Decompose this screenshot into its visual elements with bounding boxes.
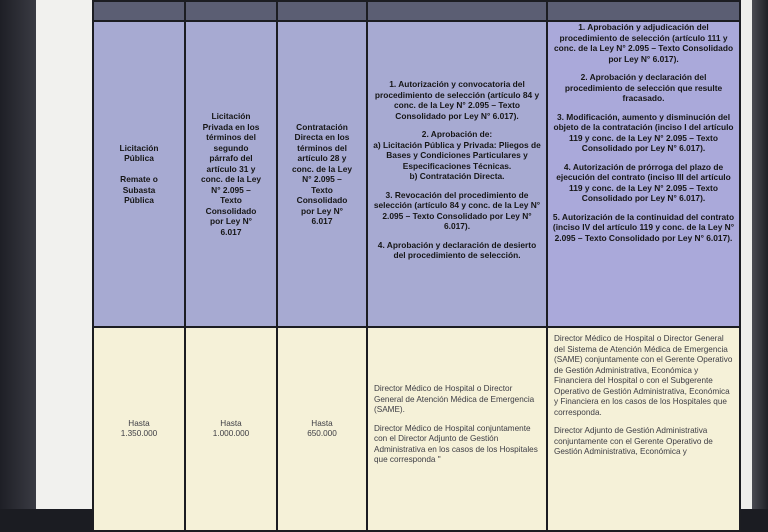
authority-2-b: Director Adjunto de Gestión Administrativa conjuntamente con el Gerente Operativo de Gestión Administrativa, Económica y bbox=[554, 426, 713, 456]
header-act-4: 4. Aprobación y declaración de desierto del procedimiento de selección. bbox=[377, 239, 537, 261]
authority-2-a: Director Médico de Hospital o Director General del Sistema de Atención Médica de Emergencia (SAME) conjuntamente con el Gerente Operativo de Gestión Administrativa, Económica y Financiera del Hospital o con el Subgerente Operativo de Gestión Administrativa, Económica y Financiera en los casos de los Hospitales que corresponda. bbox=[554, 334, 733, 417]
table-top-strip bbox=[93, 1, 740, 21]
header-act-3: 3. Revocación del procedimiento de selección (artículo 84 y conc. de la Ley N° 2.095 – Texto Consolidado por Ley N° 6.017). bbox=[373, 189, 541, 232]
page-margin-left bbox=[36, 0, 96, 509]
header-licitacion-publica: Licitación Pública Remate o Subasta Pública bbox=[93, 21, 185, 327]
amount-contratacion-directa: Hasta 650.000 bbox=[277, 327, 367, 531]
amount-licitacion-privada: Hasta 1.000.000 bbox=[185, 327, 277, 531]
authority-cell-2 bbox=[547, 327, 740, 531]
authority-1-a: Director Médico de Hospital o Director General de Atención Médica de Emergencia (SAME). bbox=[374, 384, 535, 415]
header-act-1: 1. Autorización y convocatoria del procedimiento de selección (artículo 84 y conc. de la Ley N° 2.095 – Texto Consolidado por Ley N° 6.017). bbox=[374, 79, 540, 121]
header-acts-list-2 bbox=[547, 21, 740, 327]
header-acts-list-1 bbox=[367, 21, 547, 327]
authority-cell-1 bbox=[367, 327, 547, 531]
header-act2-4: 4. Autorización de prórroga del plazo de ejecución del contrato (inciso III del artículo 119 y conc. de la Ley N° 2.095 – Texto Consolidado por Ley N° 6.017). bbox=[556, 161, 731, 203]
header-act2-2: 2. Aprobación y declaración del procedimiento de selección que resulte fracasado. bbox=[564, 72, 723, 103]
header-row bbox=[93, 21, 740, 327]
header-contratacion-directa: Contratación Directa en los términos del artículo 28 y conc. de la Ley N° 2.095 – Texto Consolidado por Ley N° 6.017 bbox=[277, 21, 367, 327]
background-dark-left bbox=[0, 0, 36, 509]
header-licitacion-privada: Licitación Privada en los términos del segundo párrafo del artículo 31 y conc. de la Ley N° 2.095 – Texto Consolidado por Ley N° 6.017 bbox=[185, 21, 277, 327]
background-dark-right bbox=[752, 0, 768, 509]
table-row bbox=[93, 327, 740, 531]
authority-1-b: Director Médico de Hospital conjuntamente con el Director Adjunto de Gestión Administrativa en los casos de los Hospitales que corresponda " bbox=[374, 423, 538, 465]
header-act2-5: 5. Autorización de la continuidad del contrato (inciso IV del artículo 119 y conc. de la Ley N° 2.095 – Texto Consolidado por Ley N° 6.017). bbox=[552, 211, 735, 243]
authorization-table bbox=[92, 0, 739, 509]
amount-licitacion-publica: Hasta 1.350.000 bbox=[93, 327, 185, 531]
header-act-2: 2. Aprobación de: a) Licitación Pública y Privada: Pliegos de Bases y Condiciones Particulares y Especificaciones Técnicas. b) Contratación Directa. bbox=[373, 129, 541, 182]
header-act2-3: 3. Modificación, aumento y disminución del objeto de la contratación (inciso I del artículo 119 y conc. de la Ley N° 2.095 – Texto Consolidado por Ley N° 6.017). bbox=[553, 111, 734, 153]
header-act2-1: 1. Aprobación y adjudicación del procedimiento de selección (artículo 111 y conc. de la Ley N° 2.095 – Texto Consolidado por Ley N° 6.017). bbox=[553, 22, 734, 64]
